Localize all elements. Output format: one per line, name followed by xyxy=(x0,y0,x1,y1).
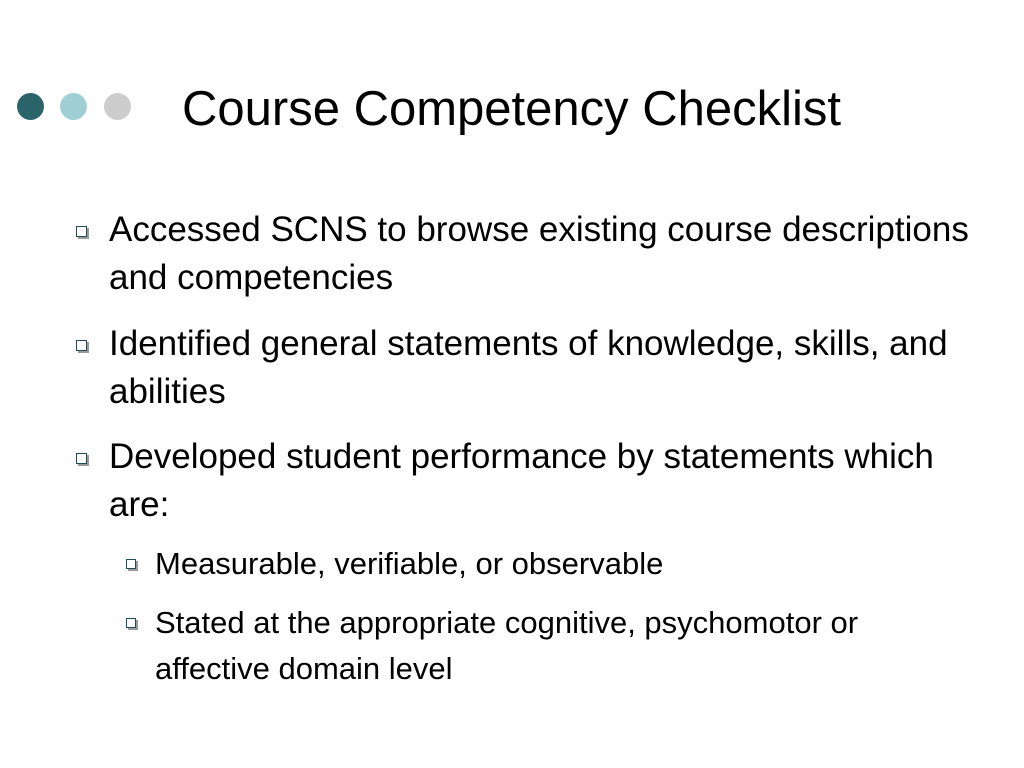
bullet-item xyxy=(109,433,989,529)
square-bullet-icon xyxy=(126,618,136,628)
square-bullet-icon xyxy=(76,453,87,464)
square-bullet-icon xyxy=(126,559,136,569)
bullet-item xyxy=(109,320,989,416)
square-bullet-icon xyxy=(76,226,87,237)
sub-bullet-item xyxy=(155,600,975,692)
slide-title: Course Competency Checklist xyxy=(182,82,842,136)
sub-bullet-item xyxy=(155,541,975,587)
gray-dot xyxy=(104,93,131,120)
square-bullet-icon xyxy=(76,340,87,351)
light-teal-dot xyxy=(60,93,87,120)
bullet-text: Identified general statements of knowledge, skills, and abilities xyxy=(109,324,948,411)
bullet-text: Accessed SCNS to browse existing course descriptions and competencies xyxy=(109,210,969,297)
sub-bullet-text: Stated at the appropriate cognitive, psychomotor or affective domain level xyxy=(155,605,859,686)
sub-bullet-text: Measurable, verifiable, or observable xyxy=(155,546,664,581)
dark-teal-dot xyxy=(17,93,44,120)
bullet-text: Developed student performance by statements which are: xyxy=(109,437,934,524)
bullet-item xyxy=(109,206,989,302)
